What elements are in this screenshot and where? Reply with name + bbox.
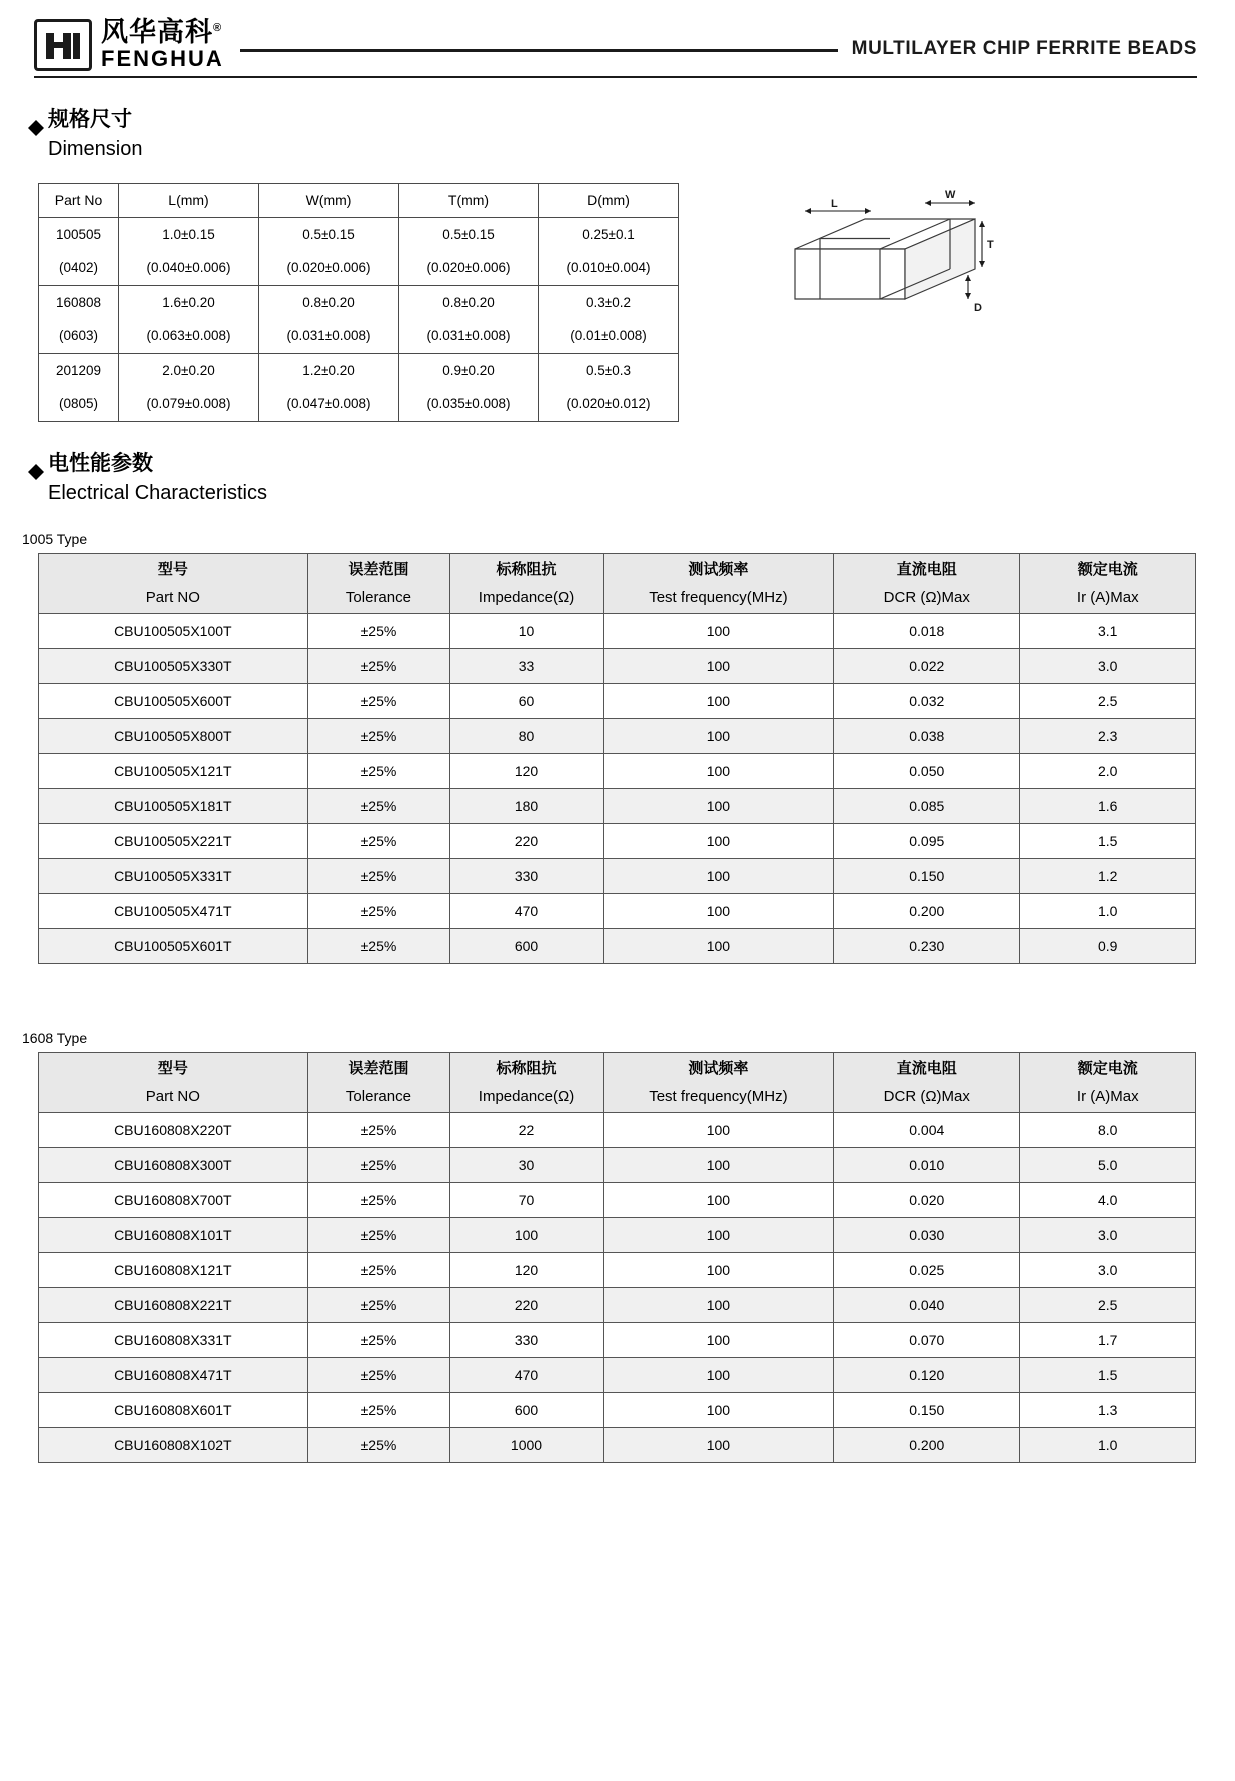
dimension-heading-cn: 规格尺寸 (48, 107, 132, 131)
cell-dcr: 0.070 (834, 1322, 1020, 1357)
table-header-row (39, 183, 679, 217)
cell-frequency: 100 (603, 613, 833, 648)
company-name (101, 18, 224, 72)
table-row (39, 387, 679, 421)
cell-current: 3.0 (1020, 1217, 1196, 1252)
header-tolerance-cn: 误差范围 (307, 1052, 450, 1082)
header-tolerance-en: Tolerance (307, 583, 450, 613)
header-impedance-en: Impedance(Ω) (450, 583, 604, 613)
table-row (39, 1287, 1196, 1322)
cell-tolerance: ±25% (307, 1112, 450, 1147)
header-frequency-cn: 测试频率 (603, 553, 833, 583)
table-row (39, 683, 1196, 718)
cell-partno: CBU100505X601T (39, 928, 308, 963)
cell-partno: CBU160808X471T (39, 1357, 308, 1392)
table-row (39, 1357, 1196, 1392)
cell-impedance: 120 (450, 1252, 604, 1287)
dimension-heading-en: Dimension (48, 137, 143, 160)
registered-mark: ® (213, 22, 223, 34)
electrical-heading-cn: 电性能参数 (48, 451, 153, 475)
cell-tolerance: ±25% (307, 613, 450, 648)
table-row (39, 1217, 1196, 1252)
header-frequency-en: Test frequency(MHz) (603, 583, 833, 613)
cell-frequency: 100 (603, 753, 833, 788)
cell-dcr: 0.032 (834, 683, 1020, 718)
cell-current: 3.0 (1020, 1252, 1196, 1287)
company-name-cn: 风华高科® (101, 17, 223, 47)
cell-partno: CBU100505X221T (39, 823, 308, 858)
dim-partno-alt: (0402) (39, 251, 119, 285)
cell-impedance: 10 (450, 613, 604, 648)
header-current-en: Ir (A)Max (1020, 583, 1196, 613)
cell-current: 0.9 (1020, 928, 1196, 963)
figure-label-w: W (945, 188, 956, 201)
cell-tolerance: ±25% (307, 788, 450, 823)
cell-dcr: 0.150 (834, 858, 1020, 893)
table-row (39, 285, 679, 319)
cell-tolerance: ±25% (307, 718, 450, 753)
cell-frequency: 100 (603, 928, 833, 963)
table-row (39, 648, 1196, 683)
cell-current: 2.0 (1020, 753, 1196, 788)
cell-frequency: 100 (603, 1392, 833, 1427)
header-partno-cn: 型号 (39, 1052, 308, 1082)
cell-impedance: 22 (450, 1112, 604, 1147)
cell-current: 2.5 (1020, 1287, 1196, 1322)
cell-impedance: 220 (450, 823, 604, 858)
cell-current: 3.0 (1020, 648, 1196, 683)
cell-partno: CBU100505X331T (39, 858, 308, 893)
table-row (39, 893, 1196, 928)
dimension-table (38, 183, 679, 422)
cell-current: 1.0 (1020, 893, 1196, 928)
cell-partno: CBU100505X800T (39, 718, 308, 753)
cell-tolerance: ±25% (307, 893, 450, 928)
cell-impedance: 1000 (450, 1427, 604, 1462)
cell-dcr: 0.050 (834, 753, 1020, 788)
company-logo (34, 18, 224, 72)
cell-dcr: 0.085 (834, 788, 1020, 823)
cell-tolerance: ±25% (307, 1357, 450, 1392)
document-title: MULTILAYER CHIP FERRITE BEADS (851, 37, 1197, 59)
table-row (39, 718, 1196, 753)
electrical-section (0, 452, 1235, 505)
dim-partno: 201209 (39, 353, 119, 387)
electrical-table-1005 (38, 553, 1196, 964)
dimension-section (0, 108, 1235, 161)
cell-impedance: 330 (450, 858, 604, 893)
cell-impedance: 33 (450, 648, 604, 683)
section-spacer (0, 964, 1235, 1004)
cell-dcr: 0.230 (834, 928, 1020, 963)
cell-partno: CBU100505X121T (39, 753, 308, 788)
cell-current: 1.2 (1020, 858, 1196, 893)
cell-frequency: 100 (603, 1182, 833, 1217)
cell-partno: CBU160808X700T (39, 1182, 308, 1217)
cell-impedance: 220 (450, 1287, 604, 1322)
cell-dcr: 0.010 (834, 1147, 1020, 1182)
cell-current: 1.3 (1020, 1392, 1196, 1427)
table-row (39, 1427, 1196, 1462)
table-row (39, 251, 679, 285)
dim-header-w: W(mm) (259, 183, 399, 217)
table-row (39, 1182, 1196, 1217)
dim-l-inch: (0.063±0.008) (119, 319, 259, 353)
cell-partno: CBU160808X102T (39, 1427, 308, 1462)
header-divider-line (240, 49, 838, 52)
cell-dcr: 0.030 (834, 1217, 1020, 1252)
cell-tolerance: ±25% (307, 858, 450, 893)
figure-label-t: T (987, 238, 994, 251)
cell-tolerance: ±25% (307, 928, 450, 963)
cell-current: 3.1 (1020, 613, 1196, 648)
cell-partno: CBU100505X100T (39, 613, 308, 648)
dim-partno-alt: (0603) (39, 319, 119, 353)
cell-current: 8.0 (1020, 1112, 1196, 1147)
cell-frequency: 100 (603, 648, 833, 683)
cell-current: 1.5 (1020, 823, 1196, 858)
cell-frequency: 100 (603, 788, 833, 823)
header-partno-en: Part NO (39, 1082, 308, 1112)
cell-dcr: 0.020 (834, 1182, 1020, 1217)
cell-partno: CBU100505X471T (39, 893, 308, 928)
table-row (39, 217, 679, 251)
dim-d-mm: 0.25±0.1 (539, 217, 679, 251)
cell-frequency: 100 (603, 1217, 833, 1252)
cell-partno: CBU160808X221T (39, 1287, 308, 1322)
table-row (39, 319, 679, 353)
dimension-heading (28, 108, 1197, 131)
cell-partno: CBU160808X331T (39, 1322, 308, 1357)
dim-header-l: L(mm) (119, 183, 259, 217)
table-label-1608: 1608 Type (22, 1029, 88, 1046)
cell-tolerance: ±25% (307, 823, 450, 858)
cell-impedance: 330 (450, 1322, 604, 1357)
dim-w-inch: (0.020±0.006) (259, 251, 399, 285)
electrical-heading (28, 452, 1197, 475)
header-dcr-cn: 直流电阻 (834, 1052, 1020, 1082)
cell-impedance: 180 (450, 788, 604, 823)
header-impedance-cn: 标称阻抗 (450, 1052, 604, 1082)
cell-tolerance: ±25% (307, 1427, 450, 1462)
dim-w-inch: (0.047±0.008) (259, 387, 399, 421)
cell-dcr: 0.040 (834, 1287, 1020, 1322)
electrical-table-1608 (38, 1052, 1196, 1463)
header-dcr-cn: 直流电阻 (834, 553, 1020, 583)
cell-dcr: 0.120 (834, 1357, 1020, 1392)
header-current-cn: 额定电流 (1020, 553, 1196, 583)
table-row (39, 928, 1196, 963)
dim-partno-alt: (0805) (39, 387, 119, 421)
cell-current: 1.6 (1020, 788, 1196, 823)
cell-dcr: 0.025 (834, 1252, 1020, 1287)
header-current-cn: 额定电流 (1020, 1052, 1196, 1082)
header-dcr-en: DCR (Ω)Max (834, 1082, 1020, 1112)
cell-impedance: 470 (450, 893, 604, 928)
header-tolerance-en: Tolerance (307, 1082, 450, 1112)
dim-header-partno: Part No (39, 183, 119, 217)
dim-l-mm: 2.0±0.20 (119, 353, 259, 387)
dim-w-mm: 0.8±0.20 (259, 285, 399, 319)
dim-d-mm: 0.3±0.2 (539, 285, 679, 319)
cell-frequency: 100 (603, 893, 833, 928)
cell-tolerance: ±25% (307, 1252, 450, 1287)
table-header-row-en (39, 583, 1196, 613)
dim-header-t: T(mm) (399, 183, 539, 217)
table-row (39, 1392, 1196, 1427)
diamond-bullet-icon (28, 112, 44, 128)
dim-partno: 100505 (39, 217, 119, 251)
cell-tolerance: ±25% (307, 1287, 450, 1322)
table-header-row-cn (39, 553, 1196, 583)
cell-tolerance: ±25% (307, 1182, 450, 1217)
cell-dcr: 0.200 (834, 1427, 1020, 1462)
cell-impedance: 30 (450, 1147, 604, 1182)
cell-dcr: 0.200 (834, 893, 1020, 928)
cell-current: 1.5 (1020, 1357, 1196, 1392)
cell-frequency: 100 (603, 1427, 833, 1462)
header-tolerance-cn: 误差范围 (307, 553, 450, 583)
cell-tolerance: ±25% (307, 1322, 450, 1357)
cell-current: 4.0 (1020, 1182, 1196, 1217)
table-row (39, 1322, 1196, 1357)
electrical-heading-en: Electrical Characteristics (48, 481, 267, 504)
cell-frequency: 100 (603, 1357, 833, 1392)
cell-partno: CBU160808X300T (39, 1147, 308, 1182)
cell-impedance: 600 (450, 928, 604, 963)
cell-dcr: 0.018 (834, 613, 1020, 648)
cell-frequency: 100 (603, 823, 833, 858)
header-partno-en: Part NO (39, 583, 308, 613)
cell-impedance: 70 (450, 1182, 604, 1217)
page-header (0, 0, 1235, 72)
cell-dcr: 0.022 (834, 648, 1020, 683)
cell-partno: CBU160808X220T (39, 1112, 308, 1147)
table-row (39, 1147, 1196, 1182)
dim-w-inch: (0.031±0.008) (259, 319, 399, 353)
cell-tolerance: ±25% (307, 1392, 450, 1427)
cell-partno: CBU100505X330T (39, 648, 308, 683)
fenghua-logo-icon (34, 19, 92, 71)
cell-frequency: 100 (603, 1252, 833, 1287)
cell-frequency: 100 (603, 718, 833, 753)
cell-frequency: 100 (603, 858, 833, 893)
cell-tolerance: ±25% (307, 683, 450, 718)
dim-l-inch: (0.040±0.006) (119, 251, 259, 285)
dim-t-mm: 0.5±0.15 (399, 217, 539, 251)
cell-tolerance: ±25% (307, 753, 450, 788)
dimension-content (0, 183, 1235, 422)
table-row (39, 753, 1196, 788)
dim-d-inch: (0.020±0.012) (539, 387, 679, 421)
cell-partno: CBU100505X181T (39, 788, 308, 823)
dim-l-mm: 1.6±0.20 (119, 285, 259, 319)
table-label-1005: 1005 Type (22, 530, 88, 547)
diamond-bullet-icon (28, 456, 44, 472)
cell-partno: CBU160808X601T (39, 1392, 308, 1427)
cell-dcr: 0.095 (834, 823, 1020, 858)
cell-partno: CBU160808X101T (39, 1217, 308, 1252)
dim-d-mm: 0.5±0.3 (539, 353, 679, 387)
cell-tolerance: ±25% (307, 1147, 450, 1182)
header-impedance-cn: 标称阻抗 (450, 553, 604, 583)
figure-label-l: L (831, 197, 838, 210)
table-row (39, 788, 1196, 823)
cell-dcr: 0.150 (834, 1392, 1020, 1427)
dim-t-inch: (0.020±0.006) (399, 251, 539, 285)
cell-tolerance: ±25% (307, 1217, 450, 1252)
cell-frequency: 100 (603, 1147, 833, 1182)
cell-impedance: 80 (450, 718, 604, 753)
figure-label-d: D (974, 301, 982, 314)
header-frequency-cn: 测试频率 (603, 1052, 833, 1082)
cell-impedance: 100 (450, 1217, 604, 1252)
dim-header-d: D(mm) (539, 183, 679, 217)
cell-current: 5.0 (1020, 1147, 1196, 1182)
dim-w-mm: 1.2±0.20 (259, 353, 399, 387)
cell-current: 1.0 (1020, 1427, 1196, 1462)
header-partno-cn: 型号 (39, 553, 308, 583)
cell-current: 1.7 (1020, 1322, 1196, 1357)
company-name-en: FENGHUA (101, 46, 224, 72)
header-impedance-en: Impedance(Ω) (450, 1082, 604, 1112)
dim-d-inch: (0.010±0.004) (539, 251, 679, 285)
table-row (39, 858, 1196, 893)
dim-w-mm: 0.5±0.15 (259, 217, 399, 251)
dim-l-mm: 1.0±0.15 (119, 217, 259, 251)
cell-current: 2.3 (1020, 718, 1196, 753)
cell-dcr: 0.004 (834, 1112, 1020, 1147)
dim-t-mm: 0.9±0.20 (399, 353, 539, 387)
dim-t-mm: 0.8±0.20 (399, 285, 539, 319)
cell-impedance: 470 (450, 1357, 604, 1392)
header-current-en: Ir (A)Max (1020, 1082, 1196, 1112)
cell-frequency: 100 (603, 1287, 833, 1322)
cell-frequency: 100 (603, 683, 833, 718)
header-frequency-en: Test frequency(MHz) (603, 1082, 833, 1112)
cell-impedance: 60 (450, 683, 604, 718)
dim-d-inch: (0.01±0.008) (539, 319, 679, 353)
cell-impedance: 600 (450, 1392, 604, 1427)
table-header-row-cn (39, 1052, 1196, 1082)
cell-frequency: 100 (603, 1112, 833, 1147)
cell-current: 2.5 (1020, 683, 1196, 718)
dim-l-inch: (0.079±0.008) (119, 387, 259, 421)
cell-impedance: 120 (450, 753, 604, 788)
header-underline (34, 76, 1197, 78)
chip-dimension-figure (775, 189, 995, 334)
table-row (39, 823, 1196, 858)
dim-t-inch: (0.035±0.008) (399, 387, 539, 421)
table-header-row-en (39, 1082, 1196, 1112)
table-row (39, 1112, 1196, 1147)
table-row (39, 1252, 1196, 1287)
header-dcr-en: DCR (Ω)Max (834, 583, 1020, 613)
cell-frequency: 100 (603, 1322, 833, 1357)
dim-partno: 160808 (39, 285, 119, 319)
cell-dcr: 0.038 (834, 718, 1020, 753)
cell-partno: CBU160808X121T (39, 1252, 308, 1287)
dim-t-inch: (0.031±0.008) (399, 319, 539, 353)
cell-partno: CBU100505X600T (39, 683, 308, 718)
cell-tolerance: ±25% (307, 648, 450, 683)
table-row (39, 613, 1196, 648)
table-row (39, 353, 679, 387)
